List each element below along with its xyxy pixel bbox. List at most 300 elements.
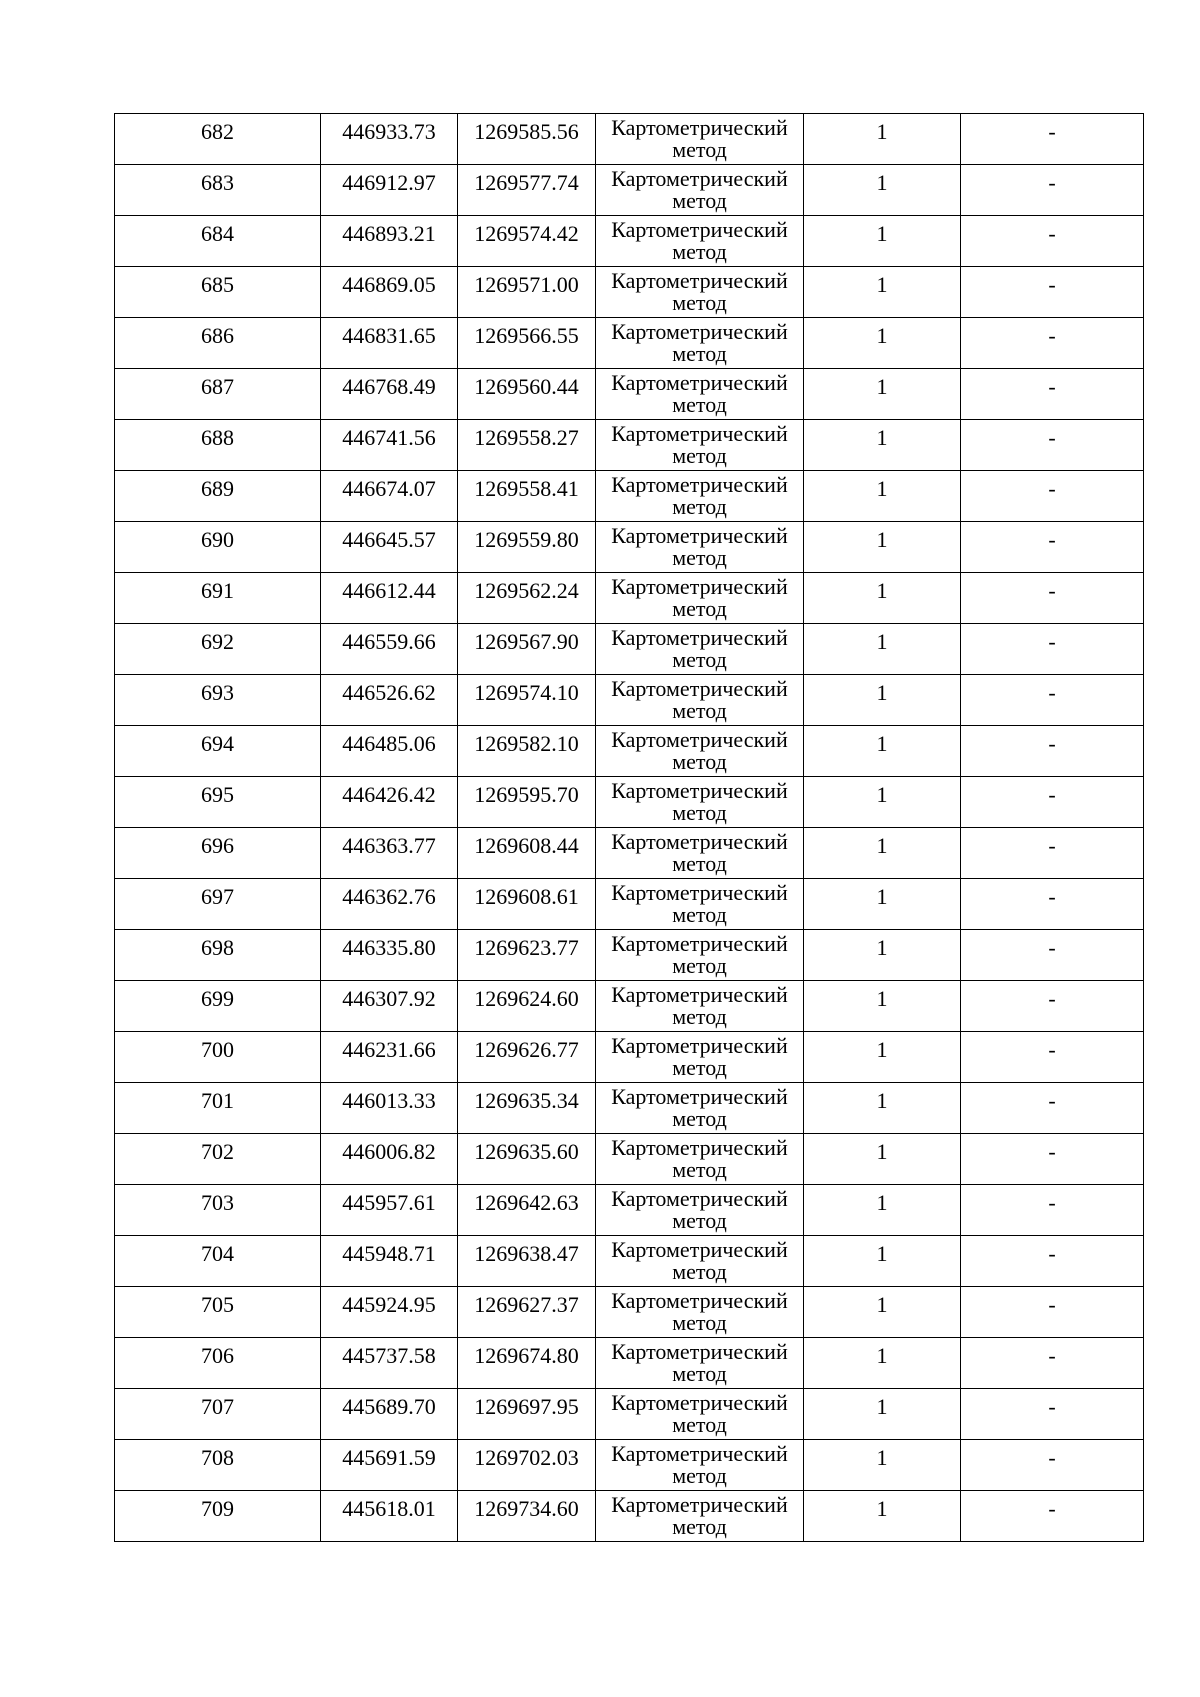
- method-line-1: Картометрический: [611, 676, 788, 701]
- point-number-cell: [115, 165, 321, 216]
- accuracy-text: 1: [876, 1496, 888, 1521]
- method-line-2: метод: [672, 1004, 727, 1029]
- note-text: -: [1048, 1292, 1056, 1317]
- note-text: -: [1048, 629, 1056, 654]
- point-number-cell: [115, 1083, 321, 1134]
- method-line-1: Картометрический: [611, 1237, 788, 1262]
- accuracy-text: 1: [876, 272, 888, 297]
- method-text: [596, 522, 803, 569]
- point-number-cell: [115, 267, 321, 318]
- y-coordinate-cell: [458, 522, 596, 573]
- y-coordinate-cell: [458, 1236, 596, 1287]
- accuracy-text: 1: [876, 1292, 888, 1317]
- method-text: [596, 420, 803, 467]
- method-line-1: Картометрический: [611, 268, 788, 293]
- method-text: [596, 267, 803, 314]
- method-cell: [596, 777, 804, 828]
- y-coordinate-text: 1269627.37: [474, 1292, 579, 1317]
- method-line-2: метод: [672, 1361, 727, 1386]
- accuracy-cell: [804, 471, 961, 522]
- point-number-text: 708: [201, 1445, 234, 1470]
- method-line-2: метод: [672, 1208, 727, 1233]
- accuracy-cell: [804, 1389, 961, 1440]
- note-cell: [961, 165, 1144, 216]
- y-coordinate-text: 1269574.10: [474, 680, 579, 705]
- table-row: [115, 318, 1144, 369]
- point-number-text: 693: [201, 680, 234, 705]
- note-text: -: [1048, 1037, 1056, 1062]
- y-coordinate-text: 1269626.77: [474, 1037, 579, 1062]
- point-number-text: 689: [201, 476, 234, 501]
- accuracy-cell: [804, 1236, 961, 1287]
- y-coordinate-cell: [458, 1491, 596, 1542]
- method-text: [596, 1287, 803, 1334]
- method-line-2: метод: [672, 1412, 727, 1437]
- point-number-cell: [115, 1440, 321, 1491]
- y-coordinate-text: 1269674.80: [474, 1343, 579, 1368]
- method-line-2: метод: [672, 902, 727, 927]
- table-row: [115, 828, 1144, 879]
- accuracy-text: 1: [876, 1037, 888, 1062]
- method-line-2: метод: [672, 1106, 727, 1131]
- accuracy-cell: [804, 573, 961, 624]
- accuracy-text: 1: [876, 578, 888, 603]
- x-coordinate-text: 446426.42: [342, 782, 436, 807]
- table-row: [115, 420, 1144, 471]
- x-coordinate-text: 446006.82: [342, 1139, 436, 1164]
- x-coordinate-cell: [321, 930, 458, 981]
- accuracy-cell: [804, 1032, 961, 1083]
- y-coordinate-text: 1269558.41: [474, 476, 579, 501]
- table-row: [115, 1491, 1144, 1542]
- method-cell: [596, 1185, 804, 1236]
- note-cell: [961, 471, 1144, 522]
- table-row: [115, 471, 1144, 522]
- x-coordinate-text: 446645.57: [342, 527, 436, 552]
- note-text: -: [1048, 1343, 1056, 1368]
- y-coordinate-cell: [458, 573, 596, 624]
- point-number-text: 682: [201, 119, 234, 144]
- note-cell: [961, 675, 1144, 726]
- accuracy-text: 1: [876, 170, 888, 195]
- method-cell: [596, 828, 804, 879]
- accuracy-text: 1: [876, 680, 888, 705]
- accuracy-text: 1: [876, 1088, 888, 1113]
- note-text: -: [1048, 1088, 1056, 1113]
- point-number-text: 685: [201, 272, 234, 297]
- note-cell: [961, 369, 1144, 420]
- accuracy-text: 1: [876, 527, 888, 552]
- point-number-text: 702: [201, 1139, 234, 1164]
- x-coordinate-cell: [321, 267, 458, 318]
- point-number-text: 692: [201, 629, 234, 654]
- point-number-text: 687: [201, 374, 234, 399]
- method-text: [596, 1338, 803, 1385]
- method-cell: [596, 1440, 804, 1491]
- accuracy-cell: [804, 114, 961, 165]
- method-line-2: метод: [672, 1157, 727, 1182]
- accuracy-text: 1: [876, 833, 888, 858]
- note-cell: [961, 1185, 1144, 1236]
- x-coordinate-cell: [321, 1134, 458, 1185]
- method-line-1: Картометрический: [611, 421, 788, 446]
- x-coordinate-text: 445689.70: [342, 1394, 436, 1419]
- method-line-2: метод: [672, 698, 727, 723]
- note-text: -: [1048, 272, 1056, 297]
- method-cell: [596, 726, 804, 777]
- x-coordinate-text: 445957.61: [342, 1190, 436, 1215]
- y-coordinate-cell: [458, 726, 596, 777]
- coordinates-table-body: [115, 114, 1144, 1542]
- method-line-2: метод: [672, 749, 727, 774]
- note-text: -: [1048, 527, 1056, 552]
- y-coordinate-cell: [458, 624, 596, 675]
- accuracy-cell: [804, 267, 961, 318]
- accuracy-text: 1: [876, 1190, 888, 1215]
- point-number-cell: [115, 777, 321, 828]
- accuracy-cell: [804, 981, 961, 1032]
- method-line-2: метод: [672, 341, 727, 366]
- table-row: [115, 1338, 1144, 1389]
- accuracy-text: 1: [876, 731, 888, 756]
- accuracy-text: 1: [876, 1343, 888, 1368]
- table-row: [115, 675, 1144, 726]
- method-line-2: метод: [672, 851, 727, 876]
- accuracy-cell: [804, 879, 961, 930]
- table-row: [115, 1440, 1144, 1491]
- accuracy-text: 1: [876, 374, 888, 399]
- table-row: [115, 267, 1144, 318]
- method-line-2: метод: [672, 392, 727, 417]
- method-line-2: метод: [672, 290, 727, 315]
- x-coordinate-text: 446612.44: [342, 578, 436, 603]
- accuracy-text: 1: [876, 1139, 888, 1164]
- note-text: -: [1048, 1445, 1056, 1470]
- point-number-text: 684: [201, 221, 234, 246]
- note-text: -: [1048, 476, 1056, 501]
- x-coordinate-cell: [321, 369, 458, 420]
- method-line-1: Картометрический: [611, 1492, 788, 1517]
- method-cell: [596, 1389, 804, 1440]
- method-text: [596, 1185, 803, 1232]
- method-text: [596, 318, 803, 365]
- method-text: [596, 471, 803, 518]
- note-text: -: [1048, 782, 1056, 807]
- method-line-2: метод: [672, 1463, 727, 1488]
- x-coordinate-cell: [321, 1083, 458, 1134]
- point-number-text: 697: [201, 884, 234, 909]
- y-coordinate-text: 1269574.42: [474, 221, 579, 246]
- point-number-cell: [115, 726, 321, 777]
- point-number-text: 707: [201, 1394, 234, 1419]
- method-cell: [596, 420, 804, 471]
- y-coordinate-cell: [458, 930, 596, 981]
- y-coordinate-text: 1269558.27: [474, 425, 579, 450]
- note-text: -: [1048, 680, 1056, 705]
- method-text: [596, 1032, 803, 1079]
- accuracy-text: 1: [876, 782, 888, 807]
- method-line-2: метод: [672, 647, 727, 672]
- x-coordinate-text: 446307.92: [342, 986, 436, 1011]
- table-row: [115, 573, 1144, 624]
- accuracy-cell: [804, 777, 961, 828]
- y-coordinate-cell: [458, 114, 596, 165]
- note-cell: [961, 573, 1144, 624]
- x-coordinate-text: 445924.95: [342, 1292, 436, 1317]
- note-cell: [961, 879, 1144, 930]
- point-number-cell: [115, 1287, 321, 1338]
- accuracy-cell: [804, 1287, 961, 1338]
- x-coordinate-text: 446869.05: [342, 272, 436, 297]
- method-line-1: Картометрический: [611, 370, 788, 395]
- method-cell: [596, 318, 804, 369]
- method-line-1: Картометрический: [611, 1084, 788, 1109]
- table-row: [115, 1287, 1144, 1338]
- method-line-1: Картометрический: [611, 1339, 788, 1364]
- accuracy-cell: [804, 318, 961, 369]
- point-number-cell: [115, 828, 321, 879]
- y-coordinate-text: 1269566.55: [474, 323, 579, 348]
- point-number-text: 709: [201, 1496, 234, 1521]
- y-coordinate-cell: [458, 216, 596, 267]
- method-cell: [596, 267, 804, 318]
- note-text: -: [1048, 323, 1056, 348]
- y-coordinate-text: 1269571.00: [474, 272, 579, 297]
- method-line-1: Картометрический: [611, 115, 788, 140]
- point-number-text: 690: [201, 527, 234, 552]
- method-line-1: Картометрический: [611, 1390, 788, 1415]
- accuracy-cell: [804, 675, 961, 726]
- y-coordinate-text: 1269635.34: [474, 1088, 579, 1113]
- note-text: -: [1048, 221, 1056, 246]
- method-line-2: метод: [672, 545, 727, 570]
- accuracy-text: 1: [876, 1241, 888, 1266]
- accuracy-cell: [804, 726, 961, 777]
- y-coordinate-text: 1269560.44: [474, 374, 579, 399]
- table-row: [115, 1185, 1144, 1236]
- accuracy-text: 1: [876, 884, 888, 909]
- point-number-text: 696: [201, 833, 234, 858]
- method-text: [596, 624, 803, 671]
- table-row: [115, 522, 1144, 573]
- method-line-1: Картометрический: [611, 523, 788, 548]
- x-coordinate-text: 446933.73: [342, 119, 436, 144]
- note-cell: [961, 981, 1144, 1032]
- accuracy-text: 1: [876, 1394, 888, 1419]
- y-coordinate-cell: [458, 1083, 596, 1134]
- accuracy-cell: [804, 1338, 961, 1389]
- accuracy-cell: [804, 624, 961, 675]
- method-line-1: Картометрический: [611, 472, 788, 497]
- method-line-2: метод: [672, 239, 727, 264]
- x-coordinate-text: 445618.01: [342, 1496, 436, 1521]
- accuracy-cell: [804, 1440, 961, 1491]
- y-coordinate-cell: [458, 420, 596, 471]
- point-number-cell: [115, 471, 321, 522]
- x-coordinate-text: 446893.21: [342, 221, 436, 246]
- method-text: [596, 369, 803, 416]
- y-coordinate-text: 1269702.03: [474, 1445, 579, 1470]
- method-line-2: метод: [672, 800, 727, 825]
- x-coordinate-cell: [321, 981, 458, 1032]
- note-text: -: [1048, 935, 1056, 960]
- method-line-2: метод: [672, 1055, 727, 1080]
- note-text: -: [1048, 884, 1056, 909]
- x-coordinate-text: 446559.66: [342, 629, 436, 654]
- method-cell: [596, 369, 804, 420]
- y-coordinate-text: 1269608.44: [474, 833, 579, 858]
- point-number-cell: [115, 1236, 321, 1287]
- y-coordinate-text: 1269585.56: [474, 119, 579, 144]
- method-cell: [596, 1083, 804, 1134]
- method-line-1: Картометрический: [611, 319, 788, 344]
- method-line-2: метод: [672, 137, 727, 162]
- method-text: [596, 165, 803, 212]
- method-line-2: метод: [672, 596, 727, 621]
- x-coordinate-cell: [321, 879, 458, 930]
- note-text: -: [1048, 833, 1056, 858]
- y-coordinate-text: 1269582.10: [474, 731, 579, 756]
- note-cell: [961, 318, 1144, 369]
- y-coordinate-cell: [458, 981, 596, 1032]
- x-coordinate-cell: [321, 216, 458, 267]
- method-line-1: Картометрический: [611, 829, 788, 854]
- point-number-cell: [115, 1491, 321, 1542]
- x-coordinate-text: 446231.66: [342, 1037, 436, 1062]
- x-coordinate-cell: [321, 624, 458, 675]
- point-number-cell: [115, 1389, 321, 1440]
- point-number-cell: [115, 624, 321, 675]
- point-number-text: 706: [201, 1343, 234, 1368]
- note-text: -: [1048, 578, 1056, 603]
- y-coordinate-text: 1269577.74: [474, 170, 579, 195]
- note-text: -: [1048, 1190, 1056, 1215]
- accuracy-text: 1: [876, 986, 888, 1011]
- point-number-cell: [115, 318, 321, 369]
- table-row: [115, 216, 1144, 267]
- x-coordinate-text: 445691.59: [342, 1445, 436, 1470]
- y-coordinate-cell: [458, 1287, 596, 1338]
- y-coordinate-text: 1269697.95: [474, 1394, 579, 1419]
- y-coordinate-text: 1269623.77: [474, 935, 579, 960]
- point-number-text: 686: [201, 323, 234, 348]
- point-number-cell: [115, 879, 321, 930]
- method-cell: [596, 471, 804, 522]
- y-coordinate-cell: [458, 267, 596, 318]
- table-row: [115, 1389, 1144, 1440]
- table-row: [115, 930, 1144, 981]
- y-coordinate-cell: [458, 1338, 596, 1389]
- accuracy-cell: [804, 1083, 961, 1134]
- y-coordinate-cell: [458, 1440, 596, 1491]
- y-coordinate-cell: [458, 1389, 596, 1440]
- method-line-1: Картометрический: [611, 1135, 788, 1160]
- point-number-cell: [115, 1032, 321, 1083]
- method-cell: [596, 981, 804, 1032]
- note-text: -: [1048, 425, 1056, 450]
- x-coordinate-text: 446741.56: [342, 425, 436, 450]
- x-coordinate-cell: [321, 522, 458, 573]
- y-coordinate-cell: [458, 828, 596, 879]
- point-number-text: 695: [201, 782, 234, 807]
- method-line-2: метод: [672, 443, 727, 468]
- method-cell: [596, 1236, 804, 1287]
- method-text: [596, 1389, 803, 1436]
- method-cell: [596, 675, 804, 726]
- note-text: -: [1048, 119, 1056, 144]
- x-coordinate-cell: [321, 1491, 458, 1542]
- method-line-2: метод: [672, 188, 727, 213]
- y-coordinate-text: 1269562.24: [474, 578, 579, 603]
- point-number-cell: [115, 1338, 321, 1389]
- accuracy-cell: [804, 420, 961, 471]
- note-text: -: [1048, 731, 1056, 756]
- accuracy-text: 1: [876, 119, 888, 144]
- method-text: [596, 777, 803, 824]
- method-cell: [596, 1032, 804, 1083]
- method-line-2: метод: [672, 1259, 727, 1284]
- method-cell: [596, 879, 804, 930]
- note-cell: [961, 777, 1144, 828]
- method-cell: [596, 216, 804, 267]
- coordinates-table: [114, 113, 1144, 1542]
- note-cell: [961, 522, 1144, 573]
- y-coordinate-text: 1269635.60: [474, 1139, 579, 1164]
- y-coordinate-cell: [458, 675, 596, 726]
- accuracy-cell: [804, 165, 961, 216]
- table-row: [115, 1134, 1144, 1185]
- method-cell: [596, 1338, 804, 1389]
- point-number-cell: [115, 573, 321, 624]
- point-number-cell: [115, 420, 321, 471]
- method-line-2: метод: [672, 1514, 727, 1539]
- method-cell: [596, 522, 804, 573]
- point-number-cell: [115, 216, 321, 267]
- note-cell: [961, 1338, 1144, 1389]
- method-line-1: Картометрический: [611, 931, 788, 956]
- point-number-cell: [115, 369, 321, 420]
- note-cell: [961, 1083, 1144, 1134]
- x-coordinate-cell: [321, 675, 458, 726]
- method-line-2: метод: [672, 494, 727, 519]
- x-coordinate-text: 446363.77: [342, 833, 436, 858]
- method-text: [596, 879, 803, 926]
- x-coordinate-cell: [321, 1287, 458, 1338]
- x-coordinate-cell: [321, 1032, 458, 1083]
- x-coordinate-cell: [321, 471, 458, 522]
- method-text: [596, 1134, 803, 1181]
- note-cell: [961, 216, 1144, 267]
- note-text: -: [1048, 1139, 1056, 1164]
- method-text: [596, 828, 803, 875]
- y-coordinate-text: 1269567.90: [474, 629, 579, 654]
- method-line-1: Картометрический: [611, 217, 788, 242]
- note-text: -: [1048, 1241, 1056, 1266]
- point-number-cell: [115, 1134, 321, 1185]
- method-text: [596, 1491, 803, 1538]
- accuracy-text: 1: [876, 629, 888, 654]
- accuracy-text: 1: [876, 1445, 888, 1470]
- note-text: -: [1048, 170, 1056, 195]
- accuracy-text: 1: [876, 476, 888, 501]
- method-line-2: метод: [672, 1310, 727, 1335]
- x-coordinate-cell: [321, 114, 458, 165]
- point-number-text: 683: [201, 170, 234, 195]
- table-row: [115, 1083, 1144, 1134]
- method-text: [596, 675, 803, 722]
- x-coordinate-text: 446912.97: [342, 170, 436, 195]
- note-cell: [961, 1491, 1144, 1542]
